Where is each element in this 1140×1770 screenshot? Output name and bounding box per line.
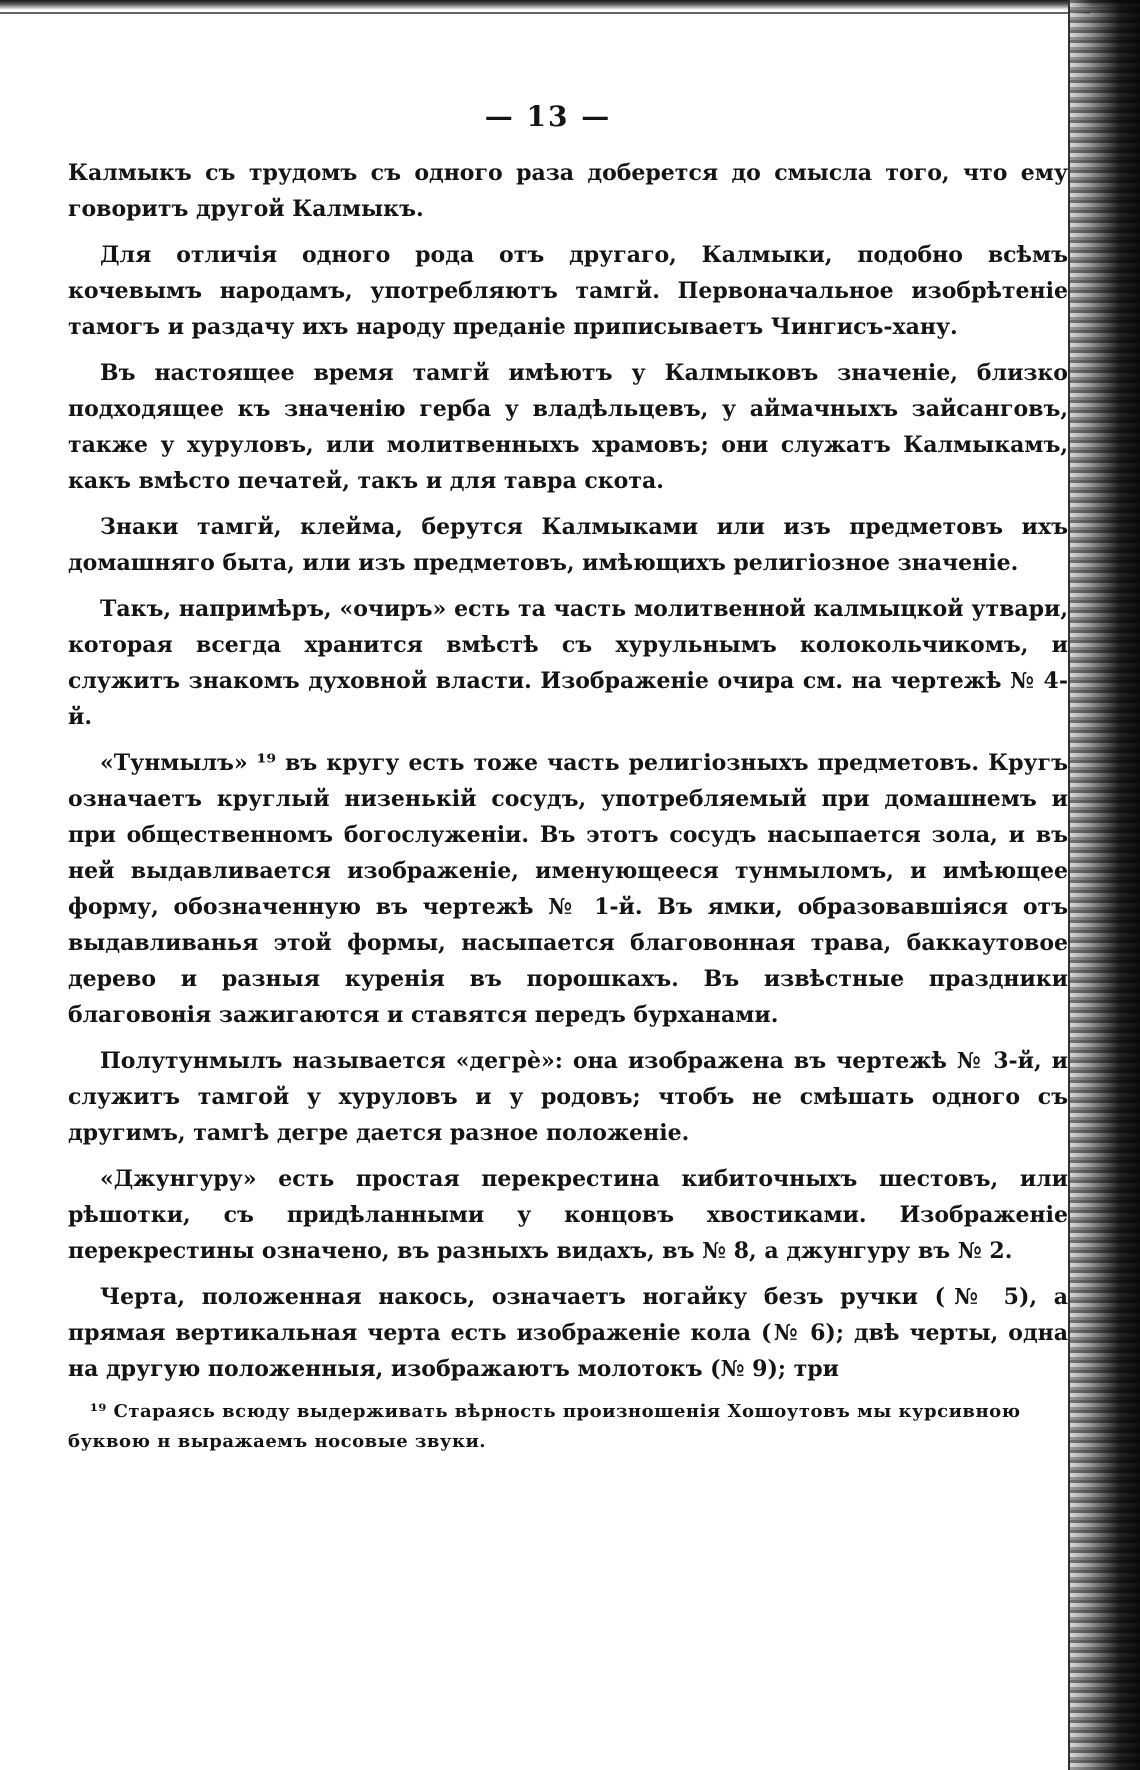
paragraph-4: Знаки тамгй, клейма, берутся Калмыками или изъ предметовъ ихъ домашняго быта, или изъ предметовъ, имѣющихъ религіозное значеніе.: [68, 514, 1068, 576]
footnote: ¹⁹ Стараясь всюду выдерживать вѣрность произношенія Хошоутовъ мы курсивною буквою н выражаемъ носовые звуки.: [68, 1401, 1021, 1452]
paragraph-9: Черта, положенная накось, означаетъ ногайку безъ ручки (№ 5), а прямая вертикальная черта есть изображеніе кола (№ 6); двѣ черты, одна на другую положенныя, изображаютъ молотокъ (№ 9); три: [68, 1284, 1068, 1382]
book-page: [68, 100, 1068, 1457]
paragraph-6: «Тунмылъ» ¹⁹ въ кругу есть тоже часть религіозныхъ предметовъ. Кругъ означаетъ круглый низенькій сосудъ, употребляемый при домашнемъ и при общественномъ богослуженіи. Въ этотъ сосудъ насыпается зола, и въ ней выдавливается изображеніе, именующееся тунмыломъ, и имѣющее форму, обозначенную въ чертежѣ № 1-й. Въ ямки, образовавшіяся отъ выдавливанья этой формы, насыпается благовонная трава, баккаутовое дерево и разныя куренія въ порошкахъ. Въ извѣстные праздники благовонія зажигаются и ставятся передъ бурханами.: [68, 750, 1068, 1028]
paragraph-7: Полутунмылъ называется «дегрѐ»: она изображена въ чертежѣ № 3-й, и служитъ тамгой у хуруловъ и у родовъ; чтобъ не смѣшать одного съ другимъ, тамгѣ дегре дается разное положеніе.: [68, 1048, 1068, 1146]
page-number: — 13 —: [484, 100, 612, 133]
scan-top-border: [0, 0, 1140, 10]
paragraph-1: Калмыкъ съ трудомъ съ одного раза доберется до смысла того, что ему говоритъ другой Калмыкъ.: [68, 160, 1068, 222]
paragraph-5: Такъ, напримѣръ, «очиръ» есть та часть молитвенной калмыцкой утвари, которая всегда хранится вмѣстѣ съ хурульнымъ колокольчикомъ, и служитъ знакомъ духовной власти. Изображеніе очира см. на чертежѣ № 4-й.: [68, 596, 1068, 730]
paragraph-3: Въ настоящее время тамгй имѣютъ у Калмыковъ значеніе, близко подходящее къ значенію герба у владѣльцевъ, у аймачныхъ зайсанговъ, также у хуруловъ, или молитвенныхъ храмовъ; они служатъ Калмыкамъ, какъ вмѣсто печатей, такъ и для тавра скота.: [68, 360, 1068, 494]
paragraph-8: «Джунгуру» есть простая перекрестина кибиточныхъ шестовъ, или рѣшотки, съ придѣланными у концовъ хвостиками. Изображеніе перекрестины означено, въ разныхъ видахъ, въ № 8, а джунгуру въ № 2.: [68, 1166, 1068, 1264]
scan-binding-shadow: [1070, 0, 1140, 1770]
scan-top-rule: [0, 12, 1090, 14]
paragraph-2: Для отличія одного рода отъ другаго, Калмыки, подобно всѣмъ кочевымъ народамъ, употребляютъ тамгй. Первоначальное изобрѣтеніе тамогъ и раздачу ихъ народу преданіе приписываетъ Чингисъ-хану.: [68, 242, 1068, 340]
